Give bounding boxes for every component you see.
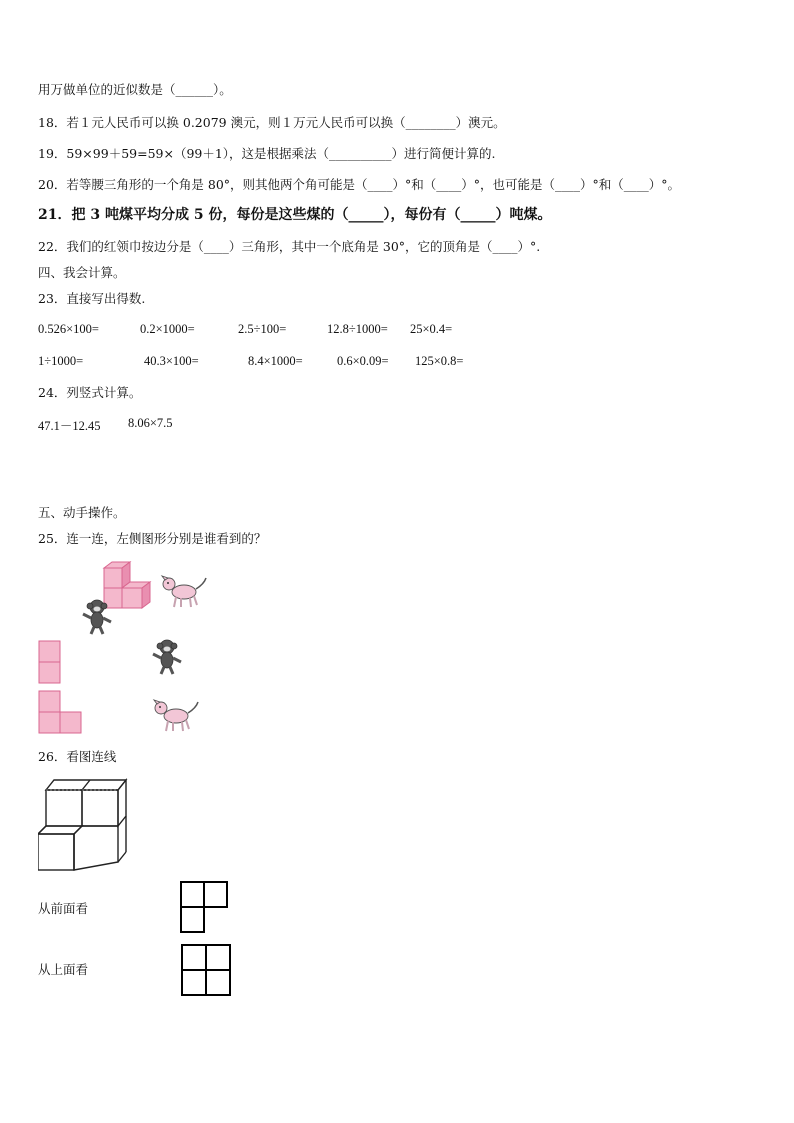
monkey-icon bbox=[80, 598, 116, 636]
calc-item: 40.3×100= bbox=[144, 354, 199, 368]
q24: 24．列竖式计算。 bbox=[38, 385, 142, 400]
q22: 22．我们的红领巾按边分是（____）三角形，其中一个底角是 30°，它的顶角是（____）°. bbox=[38, 239, 541, 254]
q25: 25．连一连，左侧图形分别是谁看到的？ bbox=[38, 531, 267, 546]
dog-icon bbox=[152, 698, 200, 734]
q23: 23．直接写出得数. bbox=[38, 291, 146, 306]
calc-item: 1÷1000= bbox=[38, 354, 84, 368]
dog-icon bbox=[160, 574, 208, 610]
calc-item: 2.5÷100= bbox=[238, 322, 287, 336]
top-view-grid bbox=[181, 944, 233, 998]
calc-item: 125×0.8= bbox=[415, 354, 464, 368]
cube-wireframe-figure bbox=[38, 776, 134, 874]
q26: 26．看图连线 bbox=[38, 749, 117, 764]
section4-heading: 四、我会计算。 bbox=[38, 265, 126, 280]
view-two-vertical bbox=[38, 640, 62, 684]
calc-item: 8.4×1000= bbox=[248, 354, 303, 368]
section5-heading: 五、动手操作。 bbox=[38, 505, 126, 520]
vertical-calc-item: 8.06×7.5 bbox=[128, 416, 173, 430]
front-view-grid bbox=[180, 881, 230, 935]
q18: 18．若１元人民币可以换 0.2079 澳元，则１万元人民币可以换（________）澳元。 bbox=[38, 115, 506, 130]
view-front-label: 从前面看 bbox=[38, 901, 89, 916]
calc-item: 12.8÷1000= bbox=[327, 322, 388, 336]
calc-item: 25×0.4= bbox=[410, 322, 453, 336]
q21: 21．把 3 吨煤平均分成 5 份，每份是这些煤的（_____），每份有（_____）吨煤。 bbox=[38, 207, 552, 223]
vertical-calc-item: 47.1－12.45 bbox=[38, 419, 101, 433]
calc-item: 0.526×100= bbox=[38, 322, 99, 336]
monkey-icon bbox=[150, 638, 186, 676]
calc-item: 0.6×0.09= bbox=[337, 354, 389, 368]
calc-item: 0.2×1000= bbox=[140, 322, 195, 336]
view-top-label: 从上面看 bbox=[38, 962, 89, 977]
view-l-shape bbox=[38, 690, 84, 734]
q19: 19．59×99＋59=59×（99＋1），这是根据乘法（__________）进行简便计算的. bbox=[38, 146, 496, 161]
q20: 20．若等腰三角形的一个角是 80°，则其他两个角可能是（____）°和（____）°，也可能是（____）°和（____）°。 bbox=[38, 177, 681, 192]
q17-tail: 用万做单位的近似数是（______）。 bbox=[38, 82, 232, 97]
